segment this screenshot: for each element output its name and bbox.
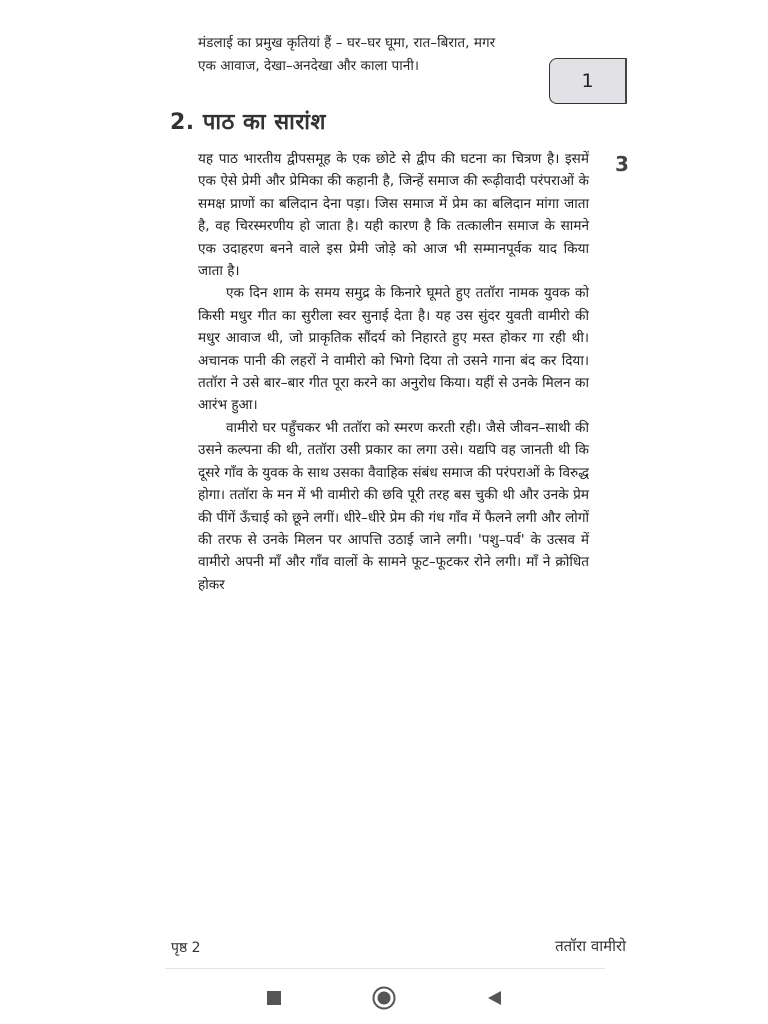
system-navigation-bar bbox=[0, 972, 768, 1024]
home-button[interactable] bbox=[370, 984, 398, 1012]
triangle-back-icon bbox=[485, 989, 503, 1007]
back-button[interactable] bbox=[480, 984, 508, 1012]
footer-chapter-title: ततॉरा वामीरो bbox=[555, 937, 626, 955]
section-heading: 2. पाठ का सारांश bbox=[170, 110, 326, 135]
summary-body bbox=[198, 148, 589, 596]
page-number-badge: 1 bbox=[549, 58, 627, 104]
previous-text-line-2: एक आवाज, देखा–अनदेखा और काला पानी। bbox=[198, 58, 420, 74]
previous-text-line-1: मंडलाई का प्रमुख कृतियां हैं – घर–घर घूमा, रात–बिरात, मगर bbox=[198, 35, 496, 51]
square-recents-icon bbox=[266, 990, 282, 1006]
circle-home-icon bbox=[371, 985, 397, 1011]
recents-button[interactable] bbox=[260, 984, 288, 1012]
summary-paragraph-2: एक दिन शाम के समय समुद्र के किनारे घूमते हुए ततॉरा नामक युवक को किसी मधुर गीत का सुरीला स्वर सुनाई देता है। यह उस सुंदर युवती वामीरो की मधुर आवाज थी, जो प्राकृतिक सौंदर्य को निहारते हुए मस्त होकर गा रही थी। अचानक पानी की लहरों ने वामीरो को भिगो दिया तो उसने गाना बंद कर दिया। ततॉरा ने उसे बार–बार गीत पूरा करने का अनुरोध किया। यहीं से उनके मिलन का आरंभ हुआ। bbox=[198, 285, 589, 414]
side-margin-number: 3 bbox=[615, 152, 629, 176]
footer-divider bbox=[165, 968, 605, 969]
summary-paragraph-1: यह पाठ भारतीय द्वीपसमूह के एक छोटे से द्वीप की घटना का चित्रण है। इसमें एक ऐसे प्रेमी और प्रेमिका की कहानी है, जिन्हें समाज की रूढ़ीवादी परंपराओं के समक्ष प्राणों का बलिदान देना पड़ा। जिस समाज में प्रेम का बलिदान मांगा जाता है, वह चिरस्मरणीय हो जाता है। यही कारण है कि तत्कालीन समाज के सामने एक उदाहरण बनने वाले इस प्रेमी जोड़े को आज भी सम्मानपूर्वक याद किया जाता है। bbox=[198, 151, 589, 280]
summary-paragraph-3: वामीरो घर पहुँचकर भी ततॉरा को स्मरण करती रही। जैसे जीवन–साथी की उसने कल्पना की थी, ततॉरा उसी प्रकार का लगा उसे। यद्यपि वह जानती थी कि दूसरे गाँव के युवक के साथ उसका वैवाहिक संबंध समाज की परंपराओं के विरुद्ध होगा। ततॉरा के मन में भी वामीरो की छवि पूरी तरह बस चुकी थी और उनके प्रेम की पींगें ऊँचाई को छूने लगीं। धीरे–धीरे प्रेम की गंध गाँव में फैलने लगी और लोगों की तरफ से उनके मिलन पर आपत्ति उठाई जाने लगी। 'पशु–पर्व' के उत्सव में वामीरो अपनी माँ और गाँव वालों के सामने फूट–फूटकर रोने लगी। माँ ने क्रोधित होकर bbox=[198, 419, 589, 593]
previous-text-lines bbox=[198, 32, 593, 78]
footer-page-number: पृष्ठ 2 bbox=[171, 940, 201, 956]
